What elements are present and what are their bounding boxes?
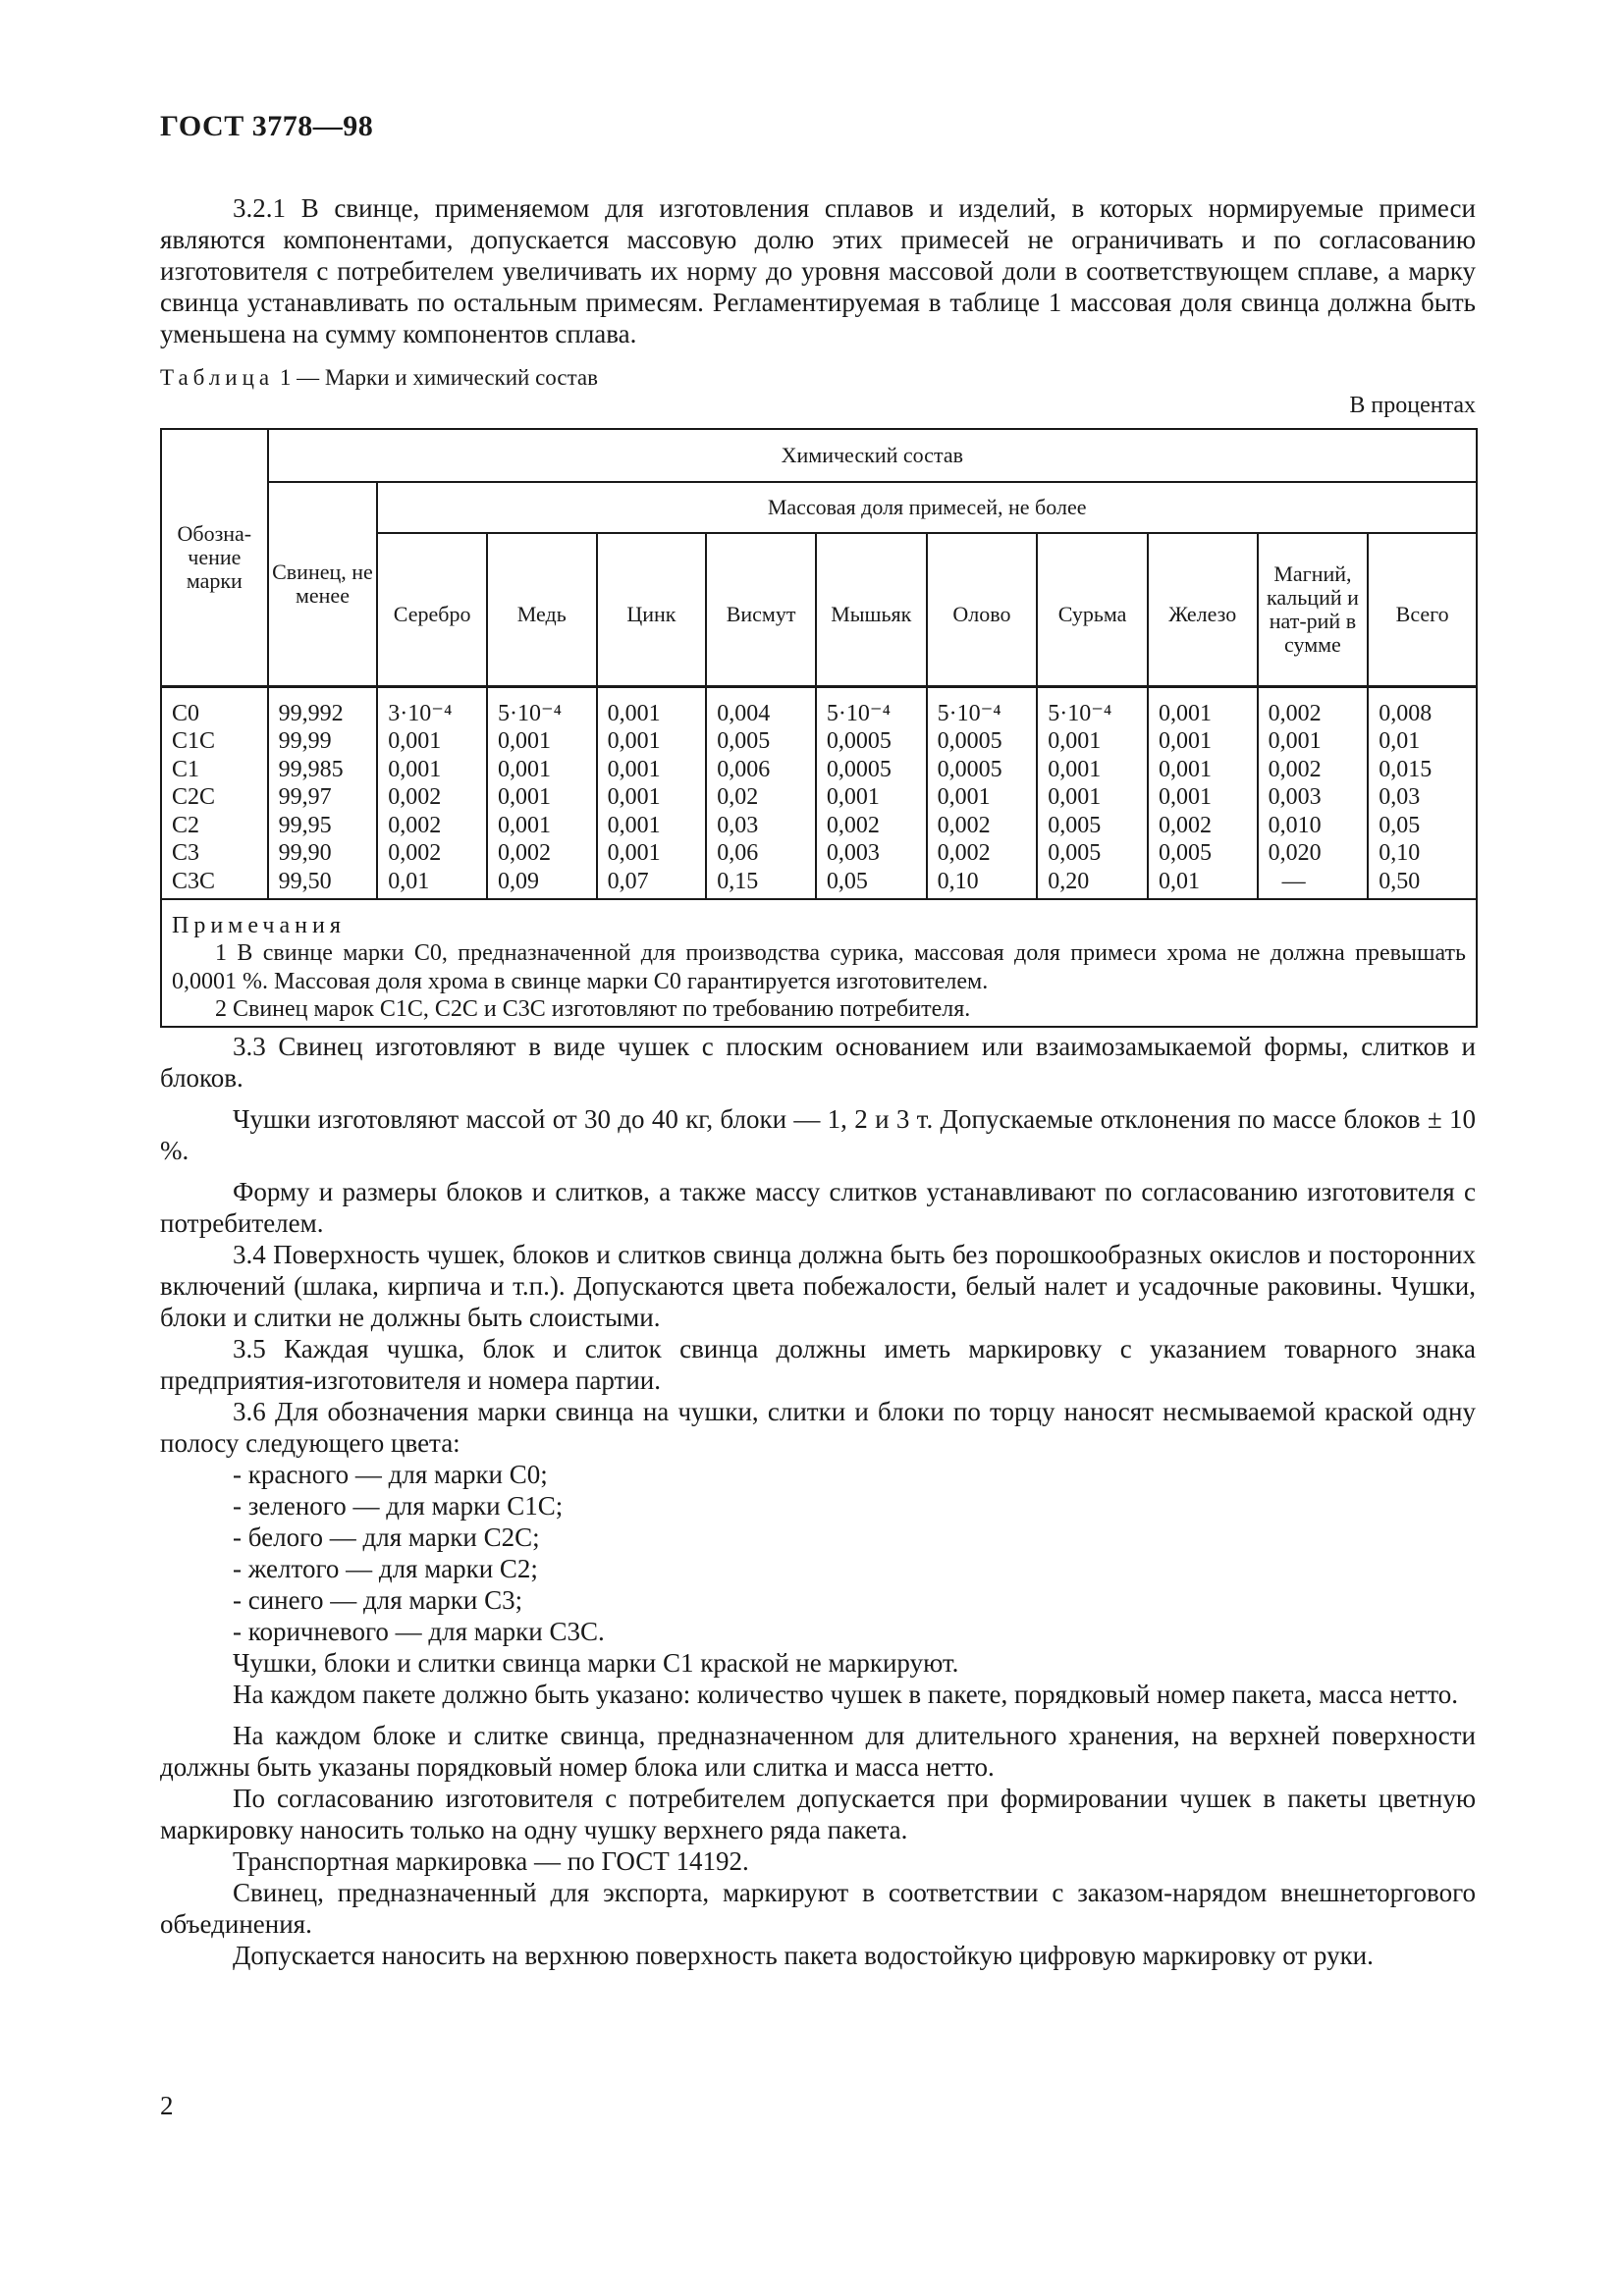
lead-cell: 99,985 [278,756,344,782]
value-cell: 0,001 [388,756,442,782]
zinc-column [597,686,707,899]
grade-cell: С3 [172,840,200,867]
col-header: Медь [487,533,597,686]
page-number: 2 [160,2091,174,2120]
paragraph-block: На каждом блоке и слитке свинца, предназначенном для длительного хранения, на верхней поверхности должны быть указаны порядковый номер блока или слитка и масса нетто. [160,1721,1476,1782]
value-cell: 0,010 [1268,812,1322,838]
value-cell: 0,01 [1158,869,1200,895]
value-cell: — [1281,869,1306,895]
notes-title: Примечания [172,912,346,938]
paragraph-hand: Допускается наносить на верхнюю поверхность пакета водостойкую цифровую маркировку от руки. [233,1941,1374,1970]
lead-cell: 99,50 [278,869,332,895]
value-cell: 0,005 [717,728,771,755]
value-cell: 0,015 [1379,756,1433,782]
value-cell: 0,20 [1048,869,1090,895]
value-cell: 0,001 [388,728,442,755]
table-caption-word: Таблица [160,365,275,390]
value-cell: 0,002 [1158,812,1212,838]
lead-cell: 99,97 [278,784,332,811]
paragraph-3-6: 3.6 Для обозначения марки свинца на чушки, слитки и блоки по торцу наносят несмываемой краской одну полосу следующего цвета: [160,1397,1476,1458]
section-3-3-onwards [160,1031,1476,1971]
value-cell: 0,001 [607,840,661,867]
color-list-item: - зеленого — для марки С1С; [233,1491,564,1521]
col-header: Цинк [597,533,707,686]
value-cell: 0,001 [1048,756,1102,782]
value-cell: 3·10⁻⁴ [388,700,453,726]
value-cell: 0,020 [1268,840,1322,867]
iron-column [1148,686,1258,899]
value-cell: 0,001 [937,784,991,811]
grade-cell: С3С [172,869,216,895]
grade-cell: С2С [172,784,216,811]
value-cell: 0,05 [1379,812,1421,838]
col-header: Серебро [377,533,487,686]
value-cell: 0,001 [1158,756,1212,782]
value-cell: 0,001 [497,812,551,838]
paragraph-agreement: По согласованию изготовителя с потребителем допускается при формировании чушек в пакеты цветную маркировку наносить только на одну чушку верхнего ряда пакета. [160,1784,1476,1844]
header-grade: Обозна-чение марки [161,429,268,686]
value-cell: 0,01 [1379,728,1421,755]
silver-column [377,686,487,899]
table-notes [161,899,1477,1027]
value-cell: 5·10⁻⁴ [1048,700,1112,726]
value-cell: 5·10⁻⁴ [937,700,1001,726]
value-cell: 0,004 [717,700,771,726]
value-cell: 0,10 [1379,840,1421,867]
value-cell: 0,001 [1048,728,1102,755]
value-cell: 0,001 [497,756,551,782]
value-cell: 0,001 [607,700,661,726]
lead-cell: 99,992 [278,700,344,726]
table-units: В процентах [1349,393,1476,418]
color-list-item: - коричневого — для марки С3С. [233,1617,605,1646]
note-1: 1 В свинце марки С0, предназначенной для производства сурика, массовая доля примеси хрома не должна превышать 0,0001 %. Массовая доля хрома в свинце марки С0 гарантируется изготовителем. [172,940,1466,994]
value-cell: 0,001 [1158,728,1212,755]
value-cell: 0,005 [1048,812,1102,838]
value-cell: 0,001 [607,756,661,782]
document-header: ГОСТ 3778—98 [160,110,374,142]
header-composition: Химический состав [268,429,1477,482]
tin-column [927,686,1038,899]
paragraph-export: Свинец, предназначенный для экспорта, маркируют в соответствии с заказом-нарядом внешнеторгового объединения. [160,1878,1476,1939]
value-cell: 0,50 [1379,869,1421,895]
grade-cell: С1 [172,756,200,782]
value-cell: 0,0005 [826,728,892,755]
value-cell: 0,001 [607,728,661,755]
col-header: Висмут [706,533,816,686]
value-cell: 0,001 [826,784,880,811]
value-cell: 0,01 [388,869,430,895]
value-cell: 0,002 [1268,700,1322,726]
arsenic-column [816,686,927,899]
grade-cell: С0 [172,700,200,726]
note-2: 2 Свинец марок С1С, С2С и С3С изготовляют по требованию потребителя. [215,996,971,1023]
copper-column [487,686,597,899]
value-cell: 0,001 [607,784,661,811]
col-header: Магний, кальций и нат-рий в сумме [1258,533,1369,686]
paragraph-3-3-mass: Чушки изготовляют массой от 30 до 40 кг, блоки — 1, 2 и 3 т. Допускаемые отклонения по массе блоков ± 10 %. [160,1104,1476,1165]
paragraph-3-5: 3.5 Каждая чушка, блок и слиток свинца должны иметь маркировку с указанием товарного знака предприятия-изготовителя и номера партии. [160,1334,1476,1395]
value-cell: 0,005 [1048,840,1102,867]
value-cell: 0,003 [1268,784,1322,811]
value-cell: 0,001 [1158,700,1212,726]
paragraph-transport: Транспортная маркировка — по ГОСТ 14192. [233,1846,749,1876]
paragraph-3-4: 3.4 Поверхность чушек, блоков и слитков свинца должна быть без порошкообразных окислов и посторонних включений (шлака, кирпича и т.п.). Допускаются цвета побежалости, белый налет и усадочные раковины. Чушки, блоки и слитки не должны быть слоистыми. [160,1240,1476,1332]
value-cell: 0,0005 [937,728,1002,755]
table-caption [160,365,598,391]
value-cell: 0,001 [1158,784,1212,811]
value-cell: 0,002 [388,812,442,838]
chemical-composition-table [160,428,1478,1028]
value-cell: 0,002 [937,840,991,867]
value-cell: 0,002 [497,840,551,867]
section-3-2-1 [160,192,1476,349]
color-list-item: - красного — для марки С0; [233,1460,548,1489]
value-cell: 0,0005 [826,756,892,782]
value-cell: 0,002 [1268,756,1322,782]
value-cell: 5·10⁻⁴ [497,700,562,726]
paragraph-c1: Чушки, блоки и слитки свинца марки С1 краской не маркируют. [233,1648,959,1678]
grade-cell: С1С [172,728,216,755]
value-cell: 0,002 [826,812,880,838]
lead-cell: 99,95 [278,812,332,838]
value-cell: 0,10 [937,869,979,895]
color-list-item: - желтого — для марки С2; [233,1554,538,1583]
value-cell: 0,05 [826,869,868,895]
value-cell: 0,03 [717,812,759,838]
lead-cell: 99,99 [278,728,332,755]
paragraph-3-2-1: 3.2.1 В свинце, применяемом для изготовления сплавов и изделий, в которых нормируемые примеси являются компонентами, допускается массовую долю этих примесей не ограничивать и по согласованию изготовителя с потребителем увеличивать их норму до уровня массовой доли в соответствующем сплаве, а марку свинца устанавливать по остальным примесям. Регламентируемая в таблице 1 массовая доля свинца должна быть уменьшена на сумму компонентов сплава. [160,193,1476,348]
grade-column [161,686,268,899]
antimony-column [1037,686,1148,899]
value-cell: 0,03 [1379,784,1421,811]
value-cell: 0,003 [826,840,880,867]
paragraph-3-3-shape: Форму и размеры блоков и слитков, а также массу слитков устанавливают по согласованию изготовителя с потребителем. [160,1177,1476,1238]
header-lead: Свинец, не менее [268,482,378,686]
value-cell: 0,06 [717,840,759,867]
value-cell: 0,02 [717,784,759,811]
total-column [1368,686,1477,899]
value-cell: 0,002 [937,812,991,838]
mg-ca-na-column [1258,686,1369,899]
lead-column [268,686,378,899]
value-cell: 0,0005 [937,756,1002,782]
value-cell: 0,005 [1158,840,1212,867]
value-cell: 0,001 [607,812,661,838]
bismuth-column [706,686,816,899]
col-header: Мышьяк [816,533,927,686]
col-header: Железо [1148,533,1258,686]
col-header: Сурьма [1037,533,1148,686]
color-list-item: - белого — для марки С2С; [233,1522,540,1552]
value-cell: 0,008 [1379,700,1433,726]
color-list-item: - синего — для марки С3; [233,1585,523,1615]
col-header: Всего [1368,533,1477,686]
value-cell: 0,001 [497,784,551,811]
value-cell: 0,001 [1268,728,1322,755]
table-caption-rest: 1 — Марки и химический состав [279,365,598,390]
value-cell: 0,002 [388,784,442,811]
value-cell: 5·10⁻⁴ [826,700,891,726]
value-cell: 0,006 [717,756,771,782]
value-cell: 0,09 [497,869,539,895]
value-cell: 0,07 [607,869,649,895]
value-cell: 0,001 [1048,784,1102,811]
value-cell: 0,15 [717,869,759,895]
grade-cell: С2 [172,812,200,838]
header-impurities: Массовая доля примесей, не более [377,482,1477,533]
paragraph-3-3: 3.3 Свинец изготовляют в виде чушек с плоским основанием или взаимозамыкаемой формы, слитков и блоков. [160,1032,1476,1093]
value-cell: 0,001 [497,728,551,755]
value-cell: 0,002 [388,840,442,867]
lead-cell: 99,90 [278,840,332,867]
col-header: Олово [927,533,1038,686]
paragraph-packet: На каждом пакете должно быть указано: количество чушек в пакете, порядковый номер пакета, масса нетто. [233,1680,1459,1709]
